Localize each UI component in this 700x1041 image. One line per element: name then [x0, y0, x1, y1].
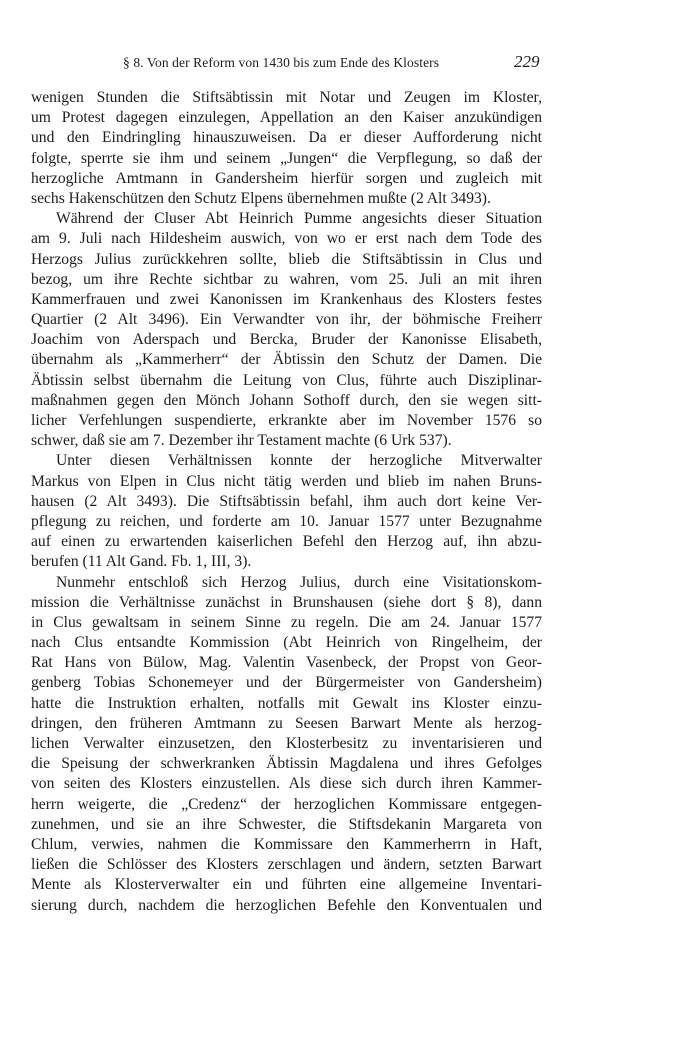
text-line: maßnahmen gegen den Mönch Johann Sothoff durch, den sie wegen sitt- — [31, 391, 542, 409]
text-line: und den Eindringling hinauszuweisen. Da er dieser Aufforderung nicht — [31, 129, 542, 147]
body-text — [31, 88, 542, 916]
text-line: hatte die Instruktion erhalten, notfalls mit Gewalt ins Kloster einzu- — [31, 694, 542, 712]
text-line: Äbtissin selbst übernahm die Leitung von Clus, führte auch Disziplinar- — [31, 371, 542, 389]
text-line: licher Verfehlungen suspendierte, erkrankte aber im November 1576 so — [31, 412, 542, 429]
text-line: Unter diesen Verhältnissen konnte der herzogliche Mitverwalter — [56, 452, 542, 470]
text-line: herzogliche Amtmann in Gandersheim hierfür sorgen und zugleich mit — [31, 169, 542, 187]
text-line: ließen die Schlösser des Klosters zerschlagen und ändern, setzten Barwart — [31, 856, 542, 874]
text-line: am 9. Juli nach Hildesheim auswich, von wo er erst nach dem Tode des — [31, 230, 542, 248]
text-line: Mente als Klosterverwalter ein und führten eine allgemeine Inventari- — [31, 876, 542, 894]
page-number: 229 — [514, 52, 540, 71]
text-line: Während der Cluser Abt Heinrich Pumme angesichts dieser Situation — [56, 210, 542, 228]
text-line: Chlum, verwies, nahmen die Kommissare den Kammerherrn in Haft, — [31, 835, 542, 853]
text-line: dringen, den früheren Amtmann zu Seesen Barwart Mente als herzog- — [31, 714, 542, 732]
text-line: hausen (2 Alt 3493). Die Stiftsäbtissin befahl, ihm auch dort keine Ver- — [31, 492, 542, 510]
text-line: Kammerfrauen und zwei Kanonissen im Krankenhaus des Klosters festes — [31, 290, 542, 308]
text-line: wenigen Stunden die Stiftsäbtissin mit Notar und Zeugen im Kloster, — [31, 89, 542, 106]
text-line: berufen (11 Alt Gand. Fb. 1, III, 3). — [31, 553, 252, 571]
text-line: in Clus gewaltsam in seinem Sinne zu regeln. Die am 24. Januar 1577 — [31, 613, 542, 631]
text-line: Nunmehr entschloß sich Herzog Julius, durch eine Visitationskom- — [56, 573, 542, 591]
text-line: Markus von Elpen in Clus nicht tätig werden und blieb im nahen Bruns- — [31, 472, 542, 490]
text-line: schwer, daß sie am 7. Dezember ihr Testament machte (6 Urk 537). — [31, 432, 452, 450]
text-line: Joachim von Aderspach und Bercka, Bruder der Kanonisse Elisabeth, — [31, 331, 542, 349]
text-line: herrn weigerte, die „Credenz“ der herzoglichen Kommissare entgegen- — [31, 795, 542, 813]
text-line: sechs Hakenschützen den Schutz Elpens übernehmen mußte (2 Alt 3493). — [31, 189, 491, 207]
text-line: Rat Hans von Bülow, Mag. Valentin Vasenbeck, der Propst von Geor- — [31, 654, 542, 672]
text-line: übernahm als „Kammerherr“ der Äbtissin den Schutz der Damen. Die — [31, 351, 542, 369]
text-line: zunehmen, und sie an ihre Schwester, die Stiftsdekanin Margareta von — [31, 815, 542, 833]
text-line: von seiten des Klosters einzustellen. Als diese sich durch ihren Kammer- — [31, 775, 542, 793]
text-line: die Speisung der schwerkranken Äbtissin Magdalena und ihres Gefolges — [31, 755, 542, 773]
text-line: auf einen zu erwartenden kaiserlichen Befehl den Herzog auf, ihn abzu- — [31, 533, 542, 551]
text-line: Herzogs Julius zurückkehren sollte, blieb die Stiftsäbtissin in Clus und — [31, 250, 542, 268]
text-line: pflegung zu reichen, und forderte am 10. Januar 1577 unter Bezugnahme — [31, 512, 542, 530]
running-title: § 8. Von der Reform von 1430 bis zum Ende des Klosters — [123, 55, 440, 70]
text-line: genberg Tobias Schonemeyer und der Bürgermeister von Gandersheim) — [31, 674, 542, 692]
running-head — [0, 52, 700, 76]
text-line: um Protest dagegen einzulegen, Appellation an den Kaiser anzukündigen — [31, 109, 542, 127]
text-line: nach Clus entsandte Kommission (Abt Heinrich von Ringelheim, der — [31, 634, 542, 652]
text-line: sierung durch, nachdem die herzoglichen Befehle den Konventualen und — [31, 896, 542, 914]
text-line: folgte, sperrte sie ihm und seinem „Jungen“ die Verpflegung, so daß der — [31, 149, 542, 167]
text-line: mission die Verhältnisse zunächst in Brunshausen (siehe dort § 8), dann — [31, 593, 542, 611]
text-line: Quartier (2 Alt 3496). Ein Verwandter von ihr, der böhmische Freiherr — [31, 311, 542, 329]
text-line: lichen Verwalter einzusetzen, den Klosterbesitz zu inventarisieren und — [31, 735, 542, 752]
text-line: bezog, um ihre Rechte sichtbar zu wahren, vom 25. Juli an mit ihren — [31, 270, 542, 288]
